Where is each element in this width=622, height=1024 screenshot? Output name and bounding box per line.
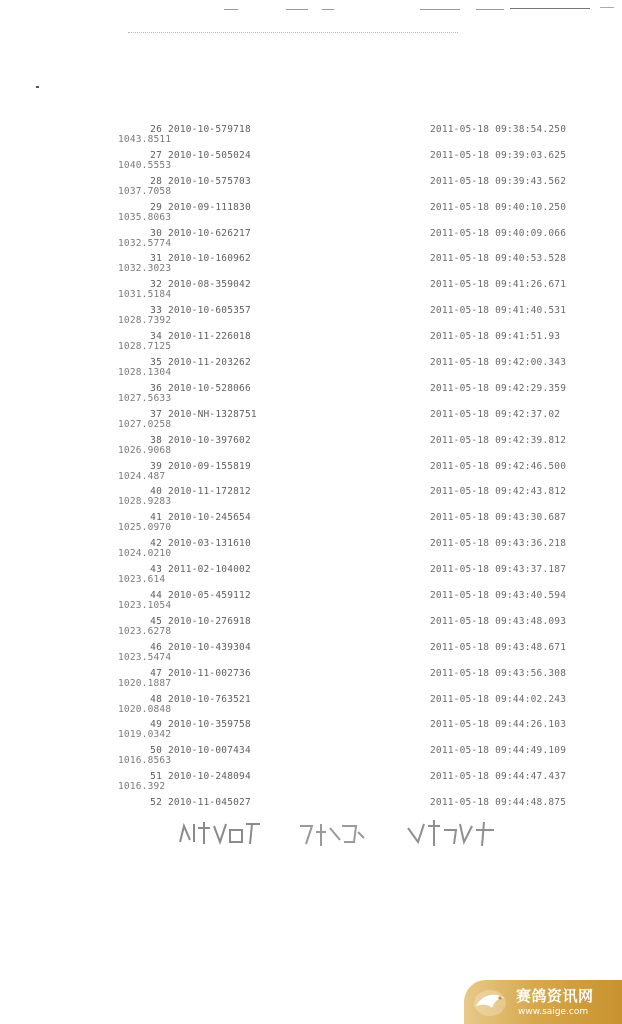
logo-site-name: 赛鸽资讯网: [516, 987, 594, 1005]
speed-value: 1020.1887: [118, 677, 172, 689]
arrival-time: 2011-05-18 09:42:29.359: [430, 382, 567, 394]
ring-number: 2010-10-397602: [168, 434, 251, 446]
ring-number: 2010-10-160962: [168, 253, 251, 265]
rank-number: 36: [150, 382, 162, 394]
header-rule-fragments: [0, 0, 622, 40]
speed-value: 1035.8063: [118, 211, 172, 223]
speed-value: 1016.392: [118, 781, 166, 793]
result-row: [0, 325, 622, 351]
speed-value: 1031.5184: [118, 289, 172, 301]
speed-value: 1032.5774: [118, 237, 172, 249]
rank-number: 47: [150, 667, 162, 679]
rank-number: 39: [150, 460, 162, 472]
ring-number: 2010-08-359042: [168, 279, 251, 291]
rank-number: 45: [150, 615, 162, 627]
arrival-time: 2011-05-18 09:41:40.531: [430, 305, 567, 317]
stray-mark: [36, 86, 39, 88]
speed-value: 1027.0258: [118, 418, 172, 430]
arrival-time: 2011-05-18 09:44:47.437: [430, 771, 567, 783]
ring-number: 2010-10-605357: [168, 305, 251, 317]
rank-number: 41: [150, 512, 162, 524]
rank-number: 43: [150, 564, 162, 576]
arrival-time: 2011-05-18 09:42:39.812: [430, 434, 567, 446]
speed-value: 1020.0848: [118, 703, 172, 715]
signature-stamp-3: [404, 812, 500, 850]
rank-number: 26: [150, 124, 162, 135]
speed-value: 1040.5553: [118, 159, 172, 171]
rank-number: 44: [150, 590, 162, 602]
arrival-time: 2011-05-18 09:44:26.103: [430, 719, 567, 731]
result-row: [0, 403, 622, 429]
rank-number: 48: [150, 693, 162, 705]
result-row: [0, 196, 622, 222]
ring-number: 2010-09-111830: [168, 201, 251, 213]
speed-value: 1016.8563: [118, 755, 172, 767]
speed-value: 1028.7392: [118, 315, 172, 327]
signature-stamp-2: [296, 812, 368, 850]
ring-number: 2010-10-579718: [168, 124, 251, 135]
speed-value: 1043.8511: [118, 134, 172, 145]
ring-number: 2010-11-045027: [168, 797, 251, 809]
arrival-time: 2011-05-18 09:43:56.308: [430, 667, 567, 679]
speed-value: 1026.9068: [118, 444, 172, 456]
rank-number: 37: [150, 408, 162, 420]
result-row: [0, 584, 622, 610]
rank-number: 32: [150, 279, 162, 291]
rank-number: 34: [150, 331, 162, 343]
result-row: [0, 377, 622, 403]
result-row: [0, 636, 622, 662]
result-row: [0, 558, 622, 584]
arrival-time: 2011-05-18 09:40:10.250: [430, 201, 567, 213]
ring-number: 2010-10-245654: [168, 512, 251, 524]
signature-stamps: [0, 812, 622, 852]
ring-number: 2010-10-528066: [168, 382, 251, 394]
rank-number: 33: [150, 305, 162, 317]
speed-value: 1024.0210: [118, 548, 172, 560]
speed-value: 1024.487: [118, 470, 166, 482]
rank-number: 29: [150, 201, 162, 213]
ring-number: 2010-10-505024: [168, 149, 251, 161]
speed-value: 1023.5474: [118, 651, 172, 663]
speed-value: 1019.0342: [118, 729, 172, 741]
rank-number: 46: [150, 641, 162, 653]
speed-value: 1023.1054: [118, 600, 172, 612]
result-row: [0, 222, 622, 248]
result-row: [0, 273, 622, 299]
arrival-time: 2011-05-18 09:43:48.671: [430, 641, 567, 653]
ring-number: 2010-11-172812: [168, 486, 251, 498]
saige-watermark-logo: [464, 980, 622, 1024]
rank-number: 51: [150, 771, 162, 783]
arrival-time: 2011-05-18 09:40:53.528: [430, 253, 567, 265]
result-row: [0, 480, 622, 506]
arrival-time: 2011-05-18 09:44:49.109: [430, 745, 567, 757]
arrival-time: 2011-05-18 09:43:40.594: [430, 590, 567, 602]
arrival-time: 2011-05-18 09:43:48.093: [430, 615, 567, 627]
result-list: [0, 118, 622, 817]
result-row: [0, 170, 622, 196]
ring-number: 2010-10-248094: [168, 771, 251, 783]
result-row: [0, 739, 622, 765]
speed-value: 1037.7058: [118, 185, 172, 197]
rank-number: 35: [150, 357, 162, 369]
ring-number: 2010-10-359758: [168, 719, 251, 731]
rank-number: 31: [150, 253, 162, 265]
result-row: [0, 144, 622, 170]
arrival-time: 2011-05-18 09:41:51.93: [430, 331, 561, 343]
pigeon-logo-icon: [470, 984, 510, 1020]
arrival-time: 2011-05-18 09:39:03.625: [430, 149, 567, 161]
rank-number: 30: [150, 227, 162, 239]
arrival-time: 2011-05-18 09:40:09.066: [430, 227, 567, 239]
logo-site-url: www.saige.com: [518, 1007, 589, 1017]
ring-number: 2010-10-439304: [168, 641, 251, 653]
rank-number: 49: [150, 719, 162, 731]
result-row: [0, 299, 622, 325]
arrival-time: 2011-05-18 09:42:46.500: [430, 460, 567, 472]
arrival-time: 2011-05-18 09:43:36.218: [430, 538, 567, 550]
arrival-time: 2011-05-18 09:41:26.671: [430, 279, 567, 291]
rank-number: 50: [150, 745, 162, 757]
ring-number: 2010-10-626217: [168, 227, 251, 239]
result-row: [0, 713, 622, 739]
speed-value: 1027.5633: [118, 392, 172, 404]
speed-value: 1025.0970: [118, 522, 172, 534]
ring-number: 2010-05-459112: [168, 590, 251, 602]
result-row: [0, 506, 622, 532]
rank-number: 40: [150, 486, 162, 498]
ring-number: 2010-11-226018: [168, 331, 251, 343]
result-row: [0, 662, 622, 688]
rank-number: 52: [150, 797, 162, 809]
speed-value: 1023.6278: [118, 625, 172, 637]
ring-number: 2010-10-763521: [168, 693, 251, 705]
rank-number: 28: [150, 175, 162, 187]
result-row: [0, 118, 622, 144]
result-row: [0, 688, 622, 714]
speed-value: 1032.3023: [118, 263, 172, 275]
speed-value: 1023.614: [118, 574, 166, 586]
ring-number: 2011-02-104002: [168, 564, 251, 576]
ring-number: 2010-10-276918: [168, 615, 251, 627]
arrival-time: 2011-05-18 09:38:54.250: [430, 124, 567, 135]
result-row: [0, 429, 622, 455]
ring-number: 2010-10-575703: [168, 175, 251, 187]
result-row: [0, 351, 622, 377]
ring-number: 2010-09-155819: [168, 460, 251, 472]
ring-number: 2010-11-002736: [168, 667, 251, 679]
rank-number: 38: [150, 434, 162, 446]
result-row: [0, 610, 622, 636]
speed-value: 1028.7125: [118, 341, 172, 353]
signature-stamp-1: [176, 812, 266, 850]
ring-number: 2010-10-007434: [168, 745, 251, 757]
result-row: [0, 455, 622, 481]
rank-number: 42: [150, 538, 162, 550]
speed-value: 1028.9283: [118, 496, 172, 508]
ring-number: 2010-03-131610: [168, 538, 251, 550]
result-row: [0, 765, 622, 791]
result-row: [0, 247, 622, 273]
arrival-time: 2011-05-18 09:43:37.187: [430, 564, 567, 576]
arrival-time: 2011-05-18 09:42:37.02: [430, 408, 561, 420]
ring-number: 2010-11-203262: [168, 357, 251, 369]
arrival-time: 2011-05-18 09:42:00.343: [430, 357, 567, 369]
ring-number: 2010-NH-1328751: [168, 408, 257, 420]
arrival-time: 2011-05-18 09:44:02.243: [430, 693, 567, 705]
arrival-time: 2011-05-18 09:44:48.875: [430, 797, 567, 809]
rank-number: 27: [150, 149, 162, 161]
arrival-time: 2011-05-18 09:42:43.812: [430, 486, 567, 498]
arrival-time: 2011-05-18 09:43:30.687: [430, 512, 567, 524]
speed-value: 1028.1304: [118, 367, 172, 379]
result-row: [0, 532, 622, 558]
arrival-time: 2011-05-18 09:39:43.562: [430, 175, 567, 187]
